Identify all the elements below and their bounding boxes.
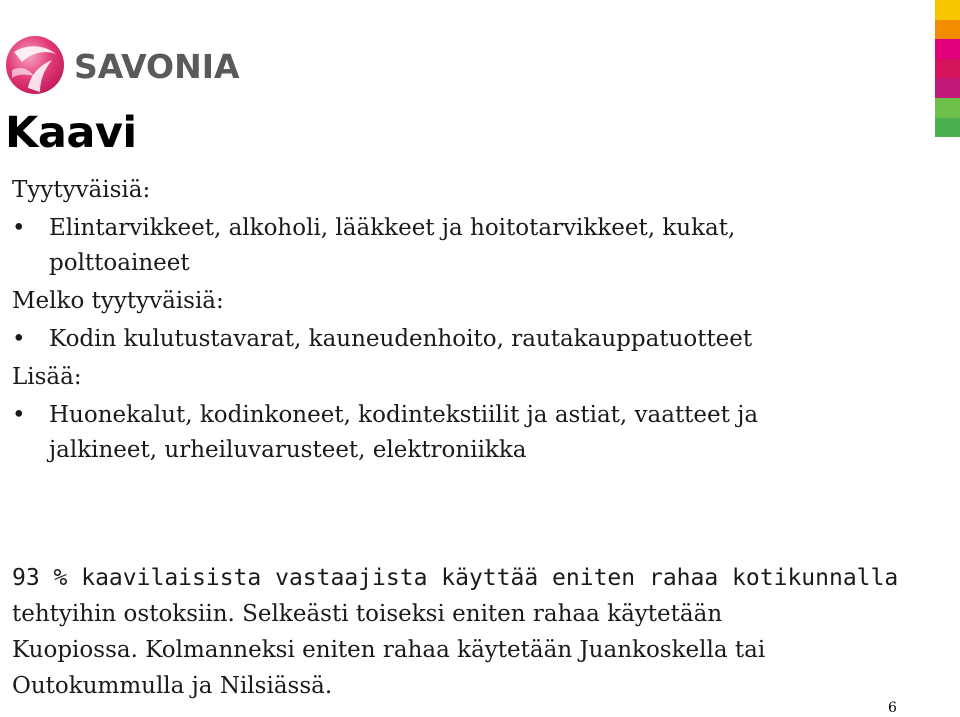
page-number: 6: [888, 700, 897, 716]
summary-paragraph: [12, 560, 922, 704]
color-strip-segment: [935, 59, 960, 79]
section-heading-fairly-satisfied: Melko tyytyväisiä:: [12, 288, 224, 314]
savonia-logo: [4, 30, 244, 100]
section-heading-satisfied: Tyytyväisiä:: [12, 177, 151, 203]
bullet-glyph: •: [12, 326, 26, 352]
paragraph-line: tehtyihin ostoksiin. Selkeästi toiseksi eniten rahaa käytetään: [12, 601, 723, 627]
bullet-item: [12, 322, 912, 357]
paragraph-line: Outokummulla ja Nilsiässä.: [12, 673, 333, 699]
bullet-glyph: •: [12, 402, 26, 428]
section-heading-more: Lisää:: [12, 364, 82, 390]
color-strip-segment: [935, 78, 960, 98]
color-strip: [935, 0, 960, 137]
bullet-glyph: •: [12, 215, 26, 241]
bullet-line: jalkineet, urheiluvarusteet, elektroniikka: [49, 437, 527, 463]
slide-title: Kaavi: [5, 108, 137, 158]
savonia-emblem-icon: [4, 30, 244, 100]
paragraph-line: 93 % kaavilaisista vastaajista käyttää eniten rahaa kotikunnalla: [12, 565, 899, 591]
bullet-item: [12, 398, 912, 468]
color-strip-segment: [935, 118, 960, 138]
paragraph-line: Kuopiossa. Kolmanneksi eniten rahaa käytetään Juankoskella tai: [12, 637, 766, 663]
slide-content: [12, 172, 912, 470]
bullet-line: Kodin kulutustavarat, kauneudenhoito, rautakauppatuotteet: [49, 326, 753, 352]
bullet-line: Huonekalut, kodinkoneet, kodintekstiilit ja astiat, vaatteet ja: [49, 402, 759, 428]
bullet-item: [12, 211, 912, 281]
color-strip-segment: [935, 98, 960, 118]
color-strip-segment: [935, 39, 960, 59]
logo-text: SAVONIA: [74, 47, 240, 86]
color-strip-segment: [935, 0, 960, 20]
bullet-line: polttoaineet: [49, 250, 190, 276]
color-strip-segment: [935, 20, 960, 40]
bullet-line: Elintarvikkeet, alkoholi, lääkkeet ja hoitotarvikkeet, kukat,: [49, 215, 736, 241]
